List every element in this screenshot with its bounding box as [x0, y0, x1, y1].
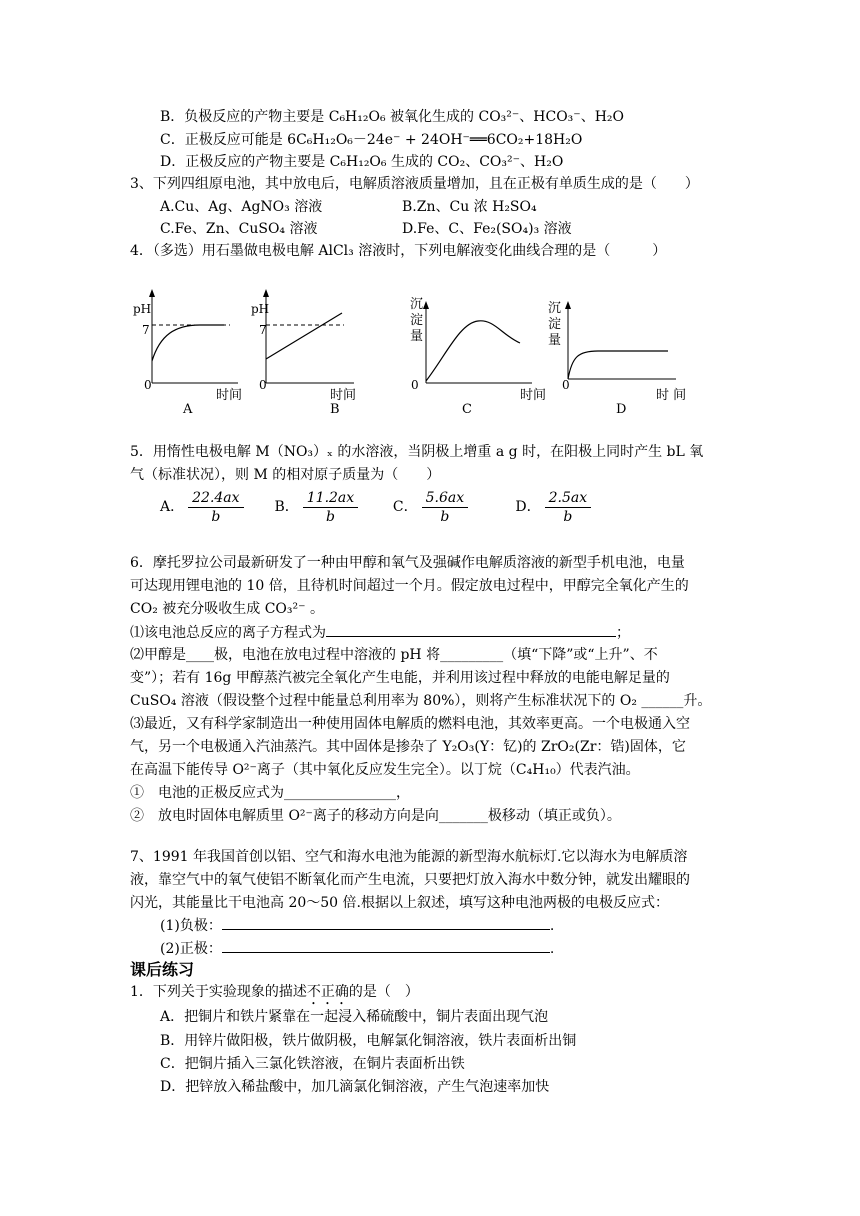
- graph-a-zero: 0: [144, 378, 152, 392]
- question-6-part3-line1: ⑶最近，又有科学家制造出一种使用固体电解质的燃料电池，其效率更高。一个电极通入空: [130, 716, 690, 732]
- q5-c-denominator: b: [440, 508, 450, 525]
- question-6-part3-sub2: ② 放电时固体电解质里 O²⁻离子的移动方向是向_______极移动（填正或负）。: [130, 808, 621, 824]
- graph-b-seven: 7: [259, 323, 267, 337]
- q5-option-b: [274, 486, 388, 528]
- graph-b-label: B: [330, 402, 340, 417]
- p1-option-d: D．把锌放入稀盐酸中，加几滴氯化铜溶液，产生气泡速率加快: [160, 1079, 550, 1095]
- question-7-positive: (2)正极： .: [160, 938, 554, 959]
- p1-text-pre: 1．下列关于实验现象的描述: [130, 984, 307, 1000]
- q5-options: [160, 486, 625, 528]
- q5-c-numerator: 5.6ax: [422, 489, 469, 508]
- q5-option-c: [393, 486, 511, 528]
- graph-d-y-label-3: 量: [548, 333, 562, 348]
- q5-option-a-fraction: [188, 489, 243, 526]
- question-7-line1: 7、1991 年我国首创以铝、空气和海水电池为能源的新型海水航标灯.它以海水为电解质溶: [130, 849, 688, 865]
- q3-option-c: C.Fe、Zn、CuSO₄ 溶液: [160, 221, 318, 237]
- question-7-line2: 液，靠空气中的氧气使铝不断氧化而产生电流，只要把灯放入海水中数分钟，就发出耀眼的: [130, 872, 690, 888]
- question-6-part2-line2: 变”）；若有 16g 甲醇蒸汽被完全氧化产生电能，并利用该过程中释放的电能电解足量的: [130, 670, 670, 686]
- question-6-part2-line1: ⑵甲醇是____极，电池在放电过程中溶液的 pH 将_________（填“下降”或“上升”、不: [130, 647, 658, 663]
- q5-option-b-label: B．: [274, 499, 299, 515]
- graph-d-time: 时 间: [656, 388, 687, 403]
- graph-d-zero: 0: [562, 378, 570, 392]
- q5-option-c-fraction: [422, 489, 469, 526]
- graph-d: [548, 301, 686, 417]
- graph-b-zero: 0: [259, 378, 267, 392]
- q5-a-numerator: 22.4ax: [188, 489, 243, 508]
- q5-b-denominator: b: [325, 508, 335, 525]
- q5-option-a-label: A．: [160, 499, 185, 515]
- graph-d-y-label-2: 淀: [548, 317, 562, 332]
- graph-c-label: C: [462, 402, 472, 417]
- q7-positive-label: (2)正极：: [160, 941, 222, 957]
- p1-emphasis: 不正确: [306, 984, 349, 1000]
- q7-negative-label: (1)负极：: [160, 918, 222, 934]
- q3-option-d: D.Fe、C、Fe₂(SO₄)₃ 溶液: [402, 221, 572, 237]
- q6-part1-answer-blank[interactable]: [326, 622, 616, 637]
- graph-c-y-label-1: 沉: [410, 297, 424, 312]
- graph-b-ph-label: pH: [251, 302, 270, 316]
- question-6-line1: 6．摩托罗拉公司最新研发了一种由甲醇和氧气及强碱作电解质溶液的新型手机电池，电量: [130, 555, 685, 571]
- section-heading: 课后练习: [130, 960, 195, 979]
- question-6-part3-sub1: ① 电池的正极反应式为________________，: [130, 785, 410, 801]
- q5-option-d-fraction: [545, 489, 592, 526]
- question-6-part3-line3: 在高温下能传导 O²⁻离子（其中氧化反应发生完全）。以丁烷（C₄H₁₀）代表汽油。: [130, 762, 640, 778]
- question-6-part1: ⑴该电池总反应的离子方程式为 ；: [130, 622, 630, 643]
- graph-a: [133, 289, 242, 417]
- graph-b-time: 时间: [330, 388, 357, 403]
- q5-option-b-fraction: [303, 489, 358, 526]
- question-5-line1: 5．用惰性电极电解 M（NO₃）ₓ 的水溶液，当阴极上增重 a g 时，在阳极上同时产生 bL 氧: [130, 444, 704, 460]
- question-4: 4．（多选）用石墨做电极电解 AlCl₃ 溶液时，下列电解液变化曲线合理的是（ ）: [130, 243, 667, 259]
- q5-a-denominator: b: [211, 508, 221, 525]
- graph-d-label: D: [616, 402, 627, 417]
- q6-part1-text: ⑴该电池总反应的离子方程式为: [130, 625, 326, 641]
- q7-negative-answer-blank[interactable]: [222, 915, 550, 930]
- q5-option-c-label: C．: [392, 499, 418, 515]
- option-d-line: D．正极反应的产物主要是 C₆H₁₂O₆ 生成的 CO₂、CO₃²⁻、H₂O: [160, 154, 564, 170]
- p1-option-c: C．把铜片插入三氯化铁溶液，在铜片表面析出铁: [160, 1056, 465, 1072]
- question-7-line3: 闪光，其能量比干电池高 20～50 倍.根据以上叙述，填写这种电池两极的电极反应式：: [130, 895, 669, 911]
- question-6-part2-line3: CuSO₄ 溶液（假设整个过程中能量总利用率为 80%），则将产生标准状况下的 O₂ ______升。: [130, 693, 712, 709]
- graph-a-ph-label: pH: [133, 302, 152, 316]
- question-5-line2: 气（标准状况），则 M 的相对原子质量为（ ）: [130, 467, 441, 483]
- question-6-line2: 可达现用锂电池的 10 倍，且待机时间超过一个月。假定放电过程中，甲醇完全氧化产生的: [130, 578, 689, 594]
- graph-c-y-label-3: 量: [410, 329, 424, 344]
- q7-positive-answer-blank[interactable]: [222, 938, 550, 953]
- graph-a-time: 时间: [216, 388, 243, 403]
- q5-d-denominator: b: [563, 508, 573, 525]
- q3-option-b: B.Zn、Cu 浓 H₂SO₄: [402, 199, 537, 215]
- question-3: 3、下列四组原电池，其中放电后，电解质溶液质量增加，且在正极有单质生成的是（ ）: [130, 176, 699, 192]
- graph-c-zero: 0: [411, 378, 419, 392]
- question-6-line3: CO₂ 被充分吸收生成 CO₃²⁻ 。: [130, 601, 324, 617]
- q5-b-numerator: 11.2ax: [303, 489, 358, 508]
- q5-option-a: [160, 486, 270, 528]
- option-c-line: C．正极反应可能是 6C₆H₁₂O₆－24e⁻ + 24OH⁻══6CO₂+18H₂O: [160, 132, 583, 148]
- option-b-line: B．负极反应的产物主要是 C₆H₁₂O₆ 被氧化生成的 CO₃²⁻、HCO₃⁻、H₂O: [160, 109, 624, 125]
- question-6-part3-line2: 气，另一个电极通入汽油蒸汽。其中固体是掺杂了 Y₂O₃(Y：钇)的 ZrO₂(Zr：锆)固体，它: [130, 739, 686, 755]
- graph-c-time: 时间: [520, 388, 547, 403]
- graph-c-y-label-2: 淀: [410, 313, 424, 328]
- q4-graphs: [120, 275, 740, 425]
- graph-b: [251, 289, 356, 417]
- q5-d-numerator: 2.5ax: [545, 489, 592, 508]
- graph-a-seven: 7: [142, 323, 150, 337]
- p1-text-post: 的是（ ）: [348, 984, 419, 1000]
- question-7-negative: (1)负极： .: [160, 915, 554, 936]
- graph-d-y-label-1: 沉: [548, 301, 562, 316]
- q5-option-d: [515, 486, 625, 528]
- graph-c: [410, 297, 546, 417]
- q3-option-a: A.Cu、Ag、AgNO₃ 溶液: [160, 199, 323, 215]
- graph-a-label: A: [183, 402, 193, 417]
- p1-option-b: B．用锌片做阳极，铁片做阴极，电解氯化铜溶液，铁片表面析出铜: [160, 1033, 577, 1049]
- q5-option-d-label: D．: [515, 499, 541, 515]
- p1-option-a: A．把铜片和铁片紧靠在一起浸入稀硫酸中，铜片表面出现气泡: [160, 1009, 549, 1025]
- practice-question-1: [130, 982, 419, 1008]
